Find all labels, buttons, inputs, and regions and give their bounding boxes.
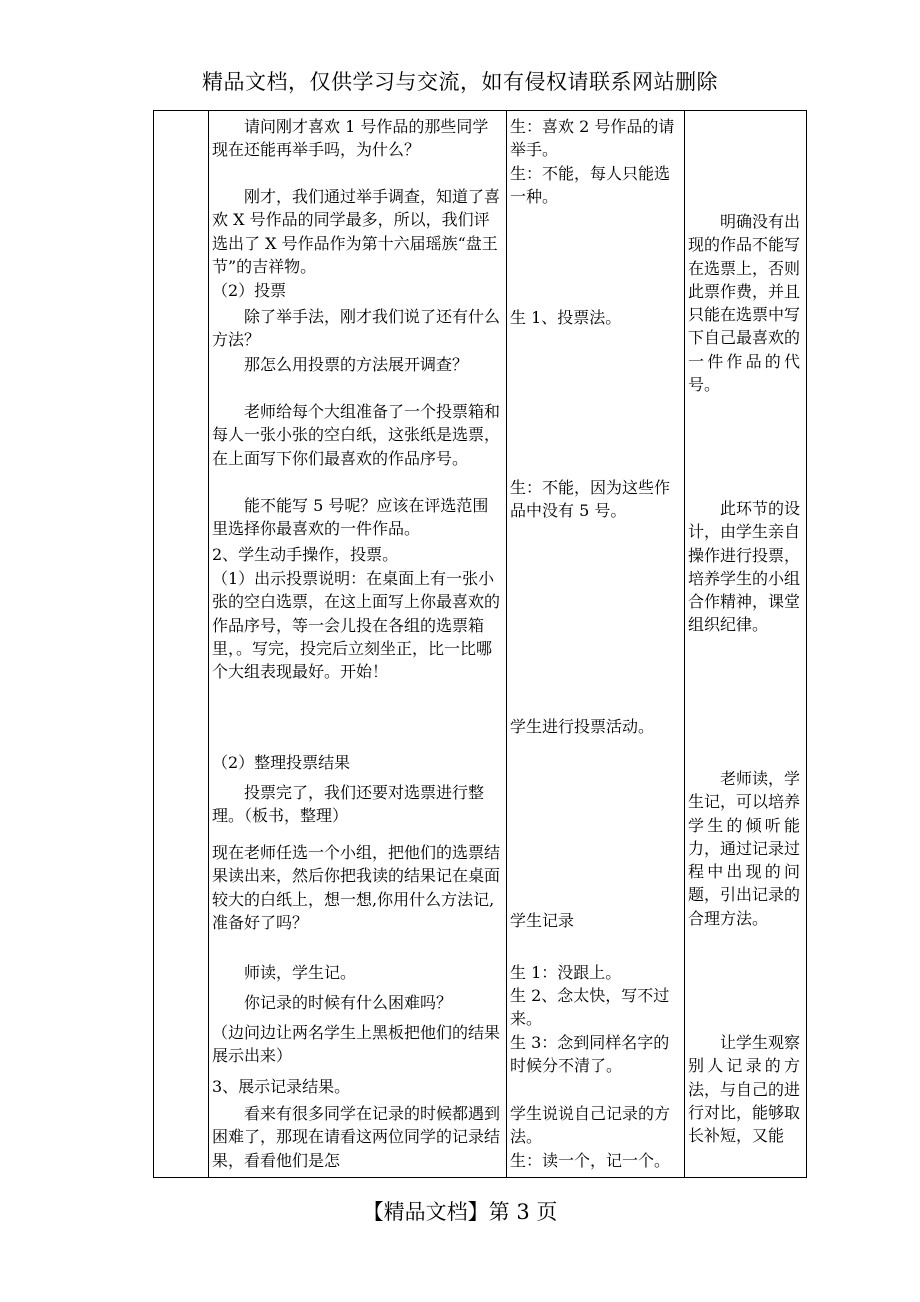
teacher-paragraph: 3、展示记录结果。 bbox=[212, 1077, 351, 1096]
teacher-paragraph: （2）投票 bbox=[212, 281, 287, 300]
student-paragraph: 生：不能，因为这些作品中没有 5 号。 bbox=[510, 478, 671, 521]
page-footer: 【精品文档】第 3 页 bbox=[362, 1200, 558, 1224]
teacher-paragraph: 现在老师任选一个小组，把他们的选票结果读出来，然后你把我读的结果记在桌面较大的白纸上，想一想,你用什么方法记,准备好了吗？ bbox=[212, 843, 501, 932]
student-paragraph: 生：喜欢 2 号作品的请举手。 bbox=[510, 117, 675, 160]
student-paragraph: 生 3：念到同样名字的时候分不清了。 bbox=[510, 1033, 670, 1076]
teacher-paragraph: （1）出示投票说明：在桌面上有一张小张的空白选票，在这上面写上你最喜欢的作品序号，等一会儿投在各组的选票箱里，。写完，投完后立刻坐正，比一比哪个大组表现最好。开始！ bbox=[212, 569, 501, 682]
teacher-paragraph: 老师给每个大组准备了一个投票箱和每人一张小张的空白纸，这张纸是选票，在上面写下你们最喜欢的作品序号。 bbox=[212, 402, 501, 468]
teacher-paragraph: （边问边让两名学生上黑板把他们的结果展示出来） bbox=[212, 1023, 501, 1066]
teacher-paragraph: 请问刚才喜欢 1 号作品的那些同学现在还能再举手吗，为什么？ bbox=[212, 117, 489, 160]
lesson-table bbox=[153, 110, 807, 1178]
teacher-paragraph: 2、学生动手操作，投票。 bbox=[212, 545, 399, 564]
page-header: 精品文档，仅供学习与交流，如有侵权请联系网站删除 bbox=[202, 70, 718, 94]
column-divider bbox=[506, 111, 507, 1177]
teacher-paragraph: 能不能写 5 号呢？应该在评选范围里选择你最喜欢的一件作品。 bbox=[212, 496, 489, 539]
note-paragraph: 老师读，学生记，可以培养学生的倾听能力，通过记录过程中出现的问题，引出记录的合理方法。 bbox=[688, 769, 801, 928]
student-paragraph: 学生记录 bbox=[510, 911, 575, 930]
teacher-paragraph: （2）整理投票结果 bbox=[212, 753, 351, 772]
note-paragraph: 让学生观察别人记录的方法，与自己的进行对比，能够取长补短，又能 bbox=[688, 1033, 801, 1146]
student-paragraph: 生：读一个，记一个。 bbox=[510, 1151, 671, 1170]
column-divider bbox=[684, 111, 685, 1177]
teacher-paragraph: 看来有很多同学在记录的时候都遇到困难了，那现在请看这两位同学的记录结果，看看他们是怎 bbox=[212, 1104, 501, 1170]
teacher-paragraph: 刚才，我们通过举手调查，知道了喜欢 X 号作品的同学最多，所以，我们评选出了 X 号作品作为第十六届瑶族“盘王节”的吉祥物。 bbox=[212, 187, 501, 276]
student-paragraph: 生 1：没跟上。 bbox=[510, 963, 622, 982]
teacher-paragraph: 除了举手法，刚才我们说了还有什么方法？ bbox=[212, 307, 501, 350]
note-paragraph: 此环节的设计，由学生亲自操作进行投票，培养学生的小组合作精神，课堂组织纪律。 bbox=[688, 499, 801, 635]
student-paragraph: 生：不能，每人只能选一种。 bbox=[510, 164, 671, 207]
teacher-paragraph: 投票完了，我们还要对选票进行整理。（板书，整理） bbox=[212, 783, 485, 826]
column-divider bbox=[208, 111, 209, 1177]
student-paragraph: 生 2、念太快，写不过来。 bbox=[510, 986, 670, 1029]
student-paragraph: 学生进行投票活动。 bbox=[510, 717, 655, 736]
teacher-paragraph: 师读，学生记。 bbox=[244, 963, 357, 982]
note-paragraph: 明确没有出现的作品不能写在选票上，否则此票作费，并且只能在选票中写下自己最喜欢的一件作品的代号。 bbox=[688, 212, 801, 395]
teacher-paragraph: 你记录的时候有什么困难吗？ bbox=[244, 993, 453, 1012]
student-paragraph: 生 1、投票法。 bbox=[510, 308, 622, 327]
teacher-paragraph: 那怎么用投票的方法展开调查？ bbox=[244, 355, 469, 374]
student-paragraph: 学生说说自己记录的方法。 bbox=[510, 1104, 671, 1147]
